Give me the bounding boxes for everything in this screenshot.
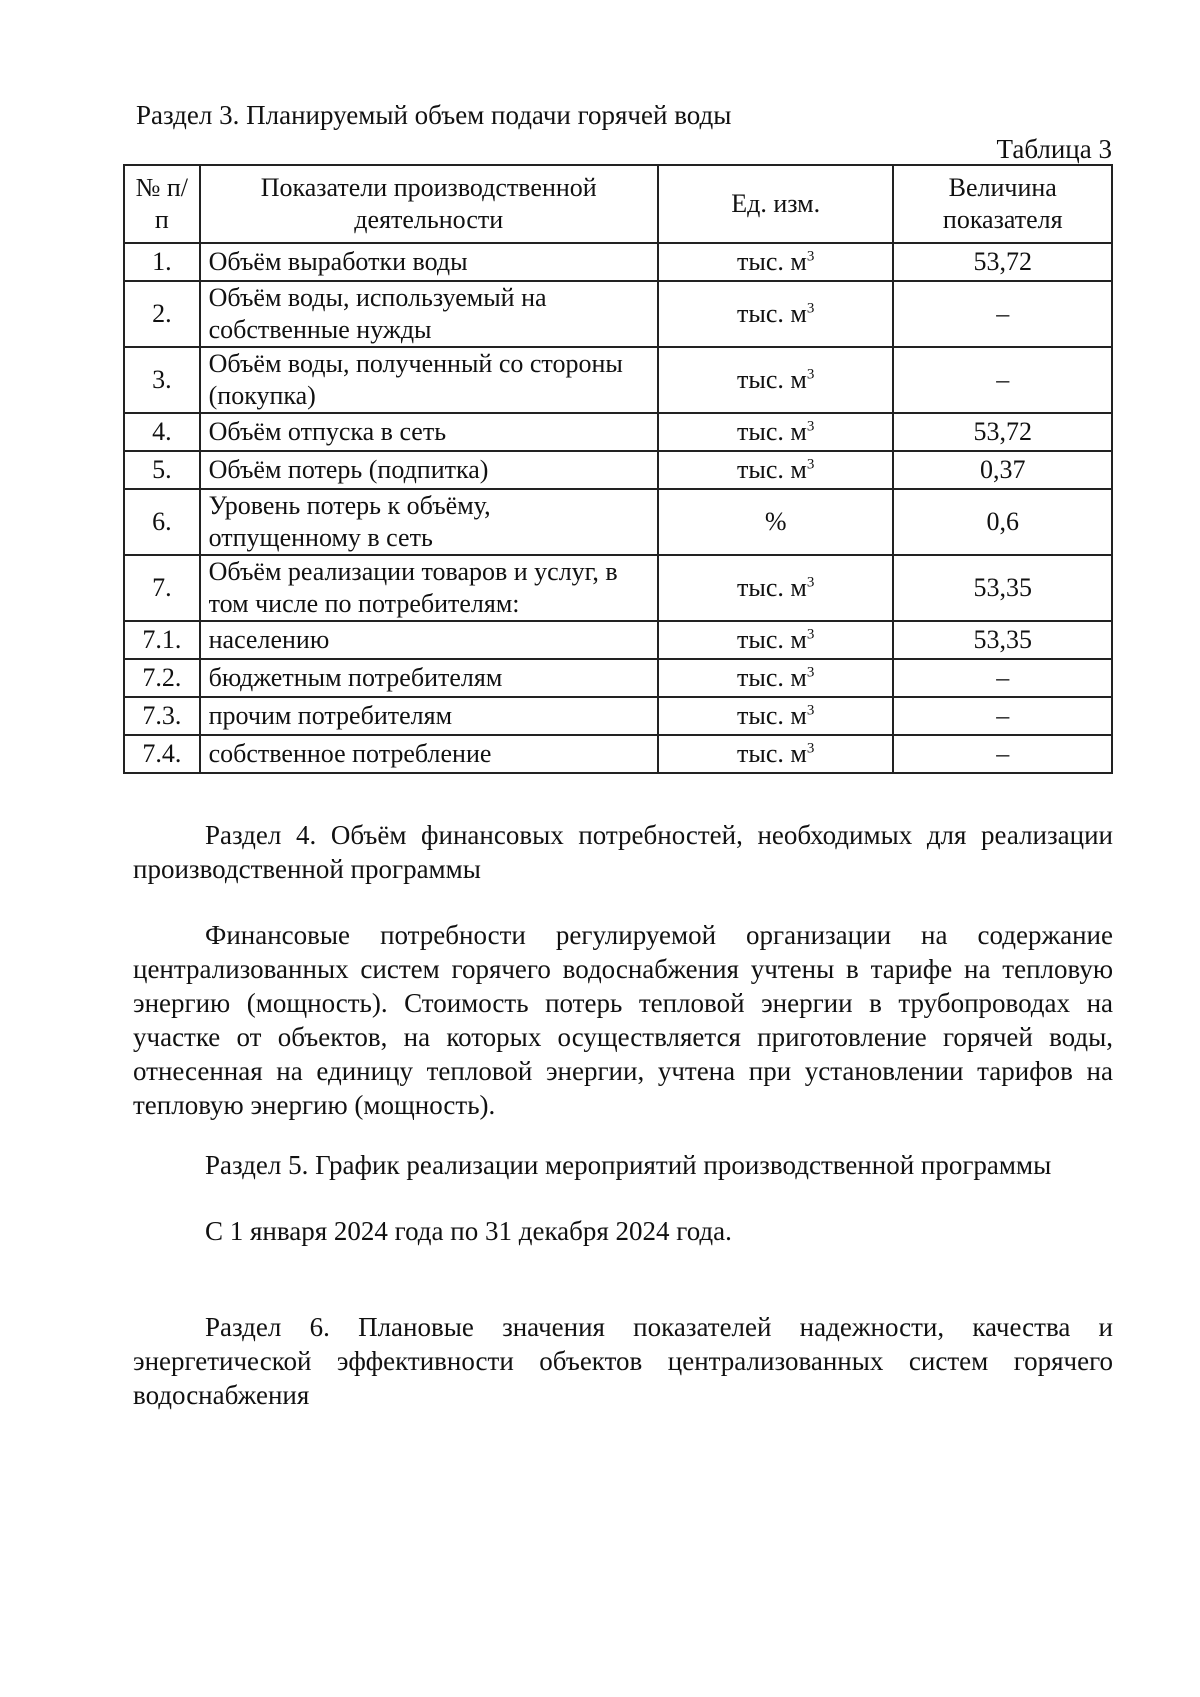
table-row xyxy=(124,347,1112,413)
unit-sup: 3 xyxy=(806,366,815,383)
unit-text: тыс. м xyxy=(736,739,807,768)
unit-sup: 3 xyxy=(806,248,815,265)
unit-text: тыс. м xyxy=(736,701,807,730)
unit-sup: 3 xyxy=(806,664,815,681)
row-name: Уровень потерь к объёму, отпущенному в сеть xyxy=(200,489,658,555)
table-row xyxy=(124,243,1112,281)
production-table xyxy=(123,164,1113,774)
row-value: 53,35 xyxy=(893,621,1112,659)
unit-text: тыс. м xyxy=(736,365,807,394)
table-row xyxy=(124,697,1112,735)
table-row xyxy=(124,489,1112,555)
row-num: 7.2. xyxy=(124,659,200,697)
unit-sup: 3 xyxy=(806,300,815,317)
table-row xyxy=(124,413,1112,451)
table-label: Таблица 3 xyxy=(996,134,1112,164)
unit-text: тыс. м xyxy=(736,455,807,484)
unit-text: тыс. м xyxy=(736,625,807,654)
row-unit xyxy=(658,659,894,697)
row-unit xyxy=(658,735,894,773)
unit-text: тыс. м xyxy=(736,663,807,692)
table-header-row xyxy=(124,165,1112,243)
header-num: № п/п xyxy=(124,165,200,243)
row-name: Объём потерь (подпитка) xyxy=(200,451,658,489)
row-unit xyxy=(658,489,894,555)
section-4-paragraph: Финансовые потребности регулируемой организации на содержание централизованных систем горячего водоснабжения учтены в тарифе на тепловую энергию (мощность). Стоимость потерь тепловой энергии в трубопроводах на участке от объектов, на которых осуществляется приготовление горячей воды, отнесенная на единицу тепловой энергии, учтена при установлении тарифов на тепловую энергию (мощность). xyxy=(133,920,1113,1120)
header-indicator: Показатели производственной деятельности xyxy=(200,165,658,243)
section-5-dates: С 1 января 2024 года по 31 декабря 2024 года. xyxy=(205,1216,732,1246)
row-name: Объём отпуска в сеть xyxy=(200,413,658,451)
row-unit xyxy=(658,281,894,347)
row-value: – xyxy=(893,281,1112,347)
row-value: 53,35 xyxy=(893,555,1112,621)
header-value: Величина показателя xyxy=(893,165,1112,243)
row-unit xyxy=(658,413,894,451)
section-5-title: Раздел 5. График реализации мероприятий производственной программы xyxy=(205,1150,1052,1180)
section-3-title: Раздел 3. Планируемый объем подачи горячей воды xyxy=(136,100,732,130)
row-name: Объём выработки воды xyxy=(200,243,658,281)
row-num: 6. xyxy=(124,489,200,555)
row-value: – xyxy=(893,659,1112,697)
header-unit: Ед. изм. xyxy=(658,165,894,243)
row-name: населению xyxy=(200,621,658,659)
row-num: 2. xyxy=(124,281,200,347)
row-unit xyxy=(658,451,894,489)
row-name: собственное потребление xyxy=(200,735,658,773)
unit-text: тыс. м xyxy=(736,417,807,446)
row-num: 7.4. xyxy=(124,735,200,773)
table-row xyxy=(124,659,1112,697)
unit-sup: 3 xyxy=(806,702,815,719)
row-unit xyxy=(658,243,894,281)
row-num: 4. xyxy=(124,413,200,451)
table-row xyxy=(124,281,1112,347)
unit-sup: 3 xyxy=(806,456,815,473)
row-num: 7.1. xyxy=(124,621,200,659)
row-name: Объём реализации товаров и услуг, в том числе по потребителям: xyxy=(200,555,658,621)
row-value: 53,72 xyxy=(893,243,1112,281)
row-name: бюджетным потребителям xyxy=(200,659,658,697)
unit-text: тыс. м xyxy=(736,573,807,602)
row-value: – xyxy=(893,347,1112,413)
unit-text: % xyxy=(764,507,787,536)
row-num: 3. xyxy=(124,347,200,413)
row-value: – xyxy=(893,697,1112,735)
unit-sup: 3 xyxy=(806,574,815,591)
unit-sup: 3 xyxy=(806,418,815,435)
unit-text: тыс. м xyxy=(736,247,807,276)
row-value: 53,72 xyxy=(893,413,1112,451)
row-name: Объём воды, полученный со стороны (покупка) xyxy=(200,347,658,413)
row-value: – xyxy=(893,735,1112,773)
row-unit xyxy=(658,347,894,413)
row-num: 5. xyxy=(124,451,200,489)
row-name: Объём воды, используемый на собственные нужды xyxy=(200,281,658,347)
row-num: 7. xyxy=(124,555,200,621)
table-row xyxy=(124,621,1112,659)
row-value: 0,6 xyxy=(893,489,1112,555)
unit-text: тыс. м xyxy=(736,299,807,328)
table-row xyxy=(124,735,1112,773)
section-4-title: Раздел 4. Объём финансовых потребностей, необходимых для реализации производственной программы xyxy=(133,820,1113,884)
row-unit xyxy=(658,621,894,659)
row-num: 1. xyxy=(124,243,200,281)
table-row xyxy=(124,451,1112,489)
row-num: 7.3. xyxy=(124,697,200,735)
unit-sup: 3 xyxy=(806,740,815,757)
table-row xyxy=(124,555,1112,621)
unit-sup: 3 xyxy=(806,626,815,643)
row-unit xyxy=(658,697,894,735)
row-unit xyxy=(658,555,894,621)
row-name: прочим потребителям xyxy=(200,697,658,735)
row-value: 0,37 xyxy=(893,451,1112,489)
section-6-title: Раздел 6. Плановые значения показателей надежности, качества и энергетической эффективности объектов централизованных систем горячего водоснабжения xyxy=(133,1312,1113,1410)
